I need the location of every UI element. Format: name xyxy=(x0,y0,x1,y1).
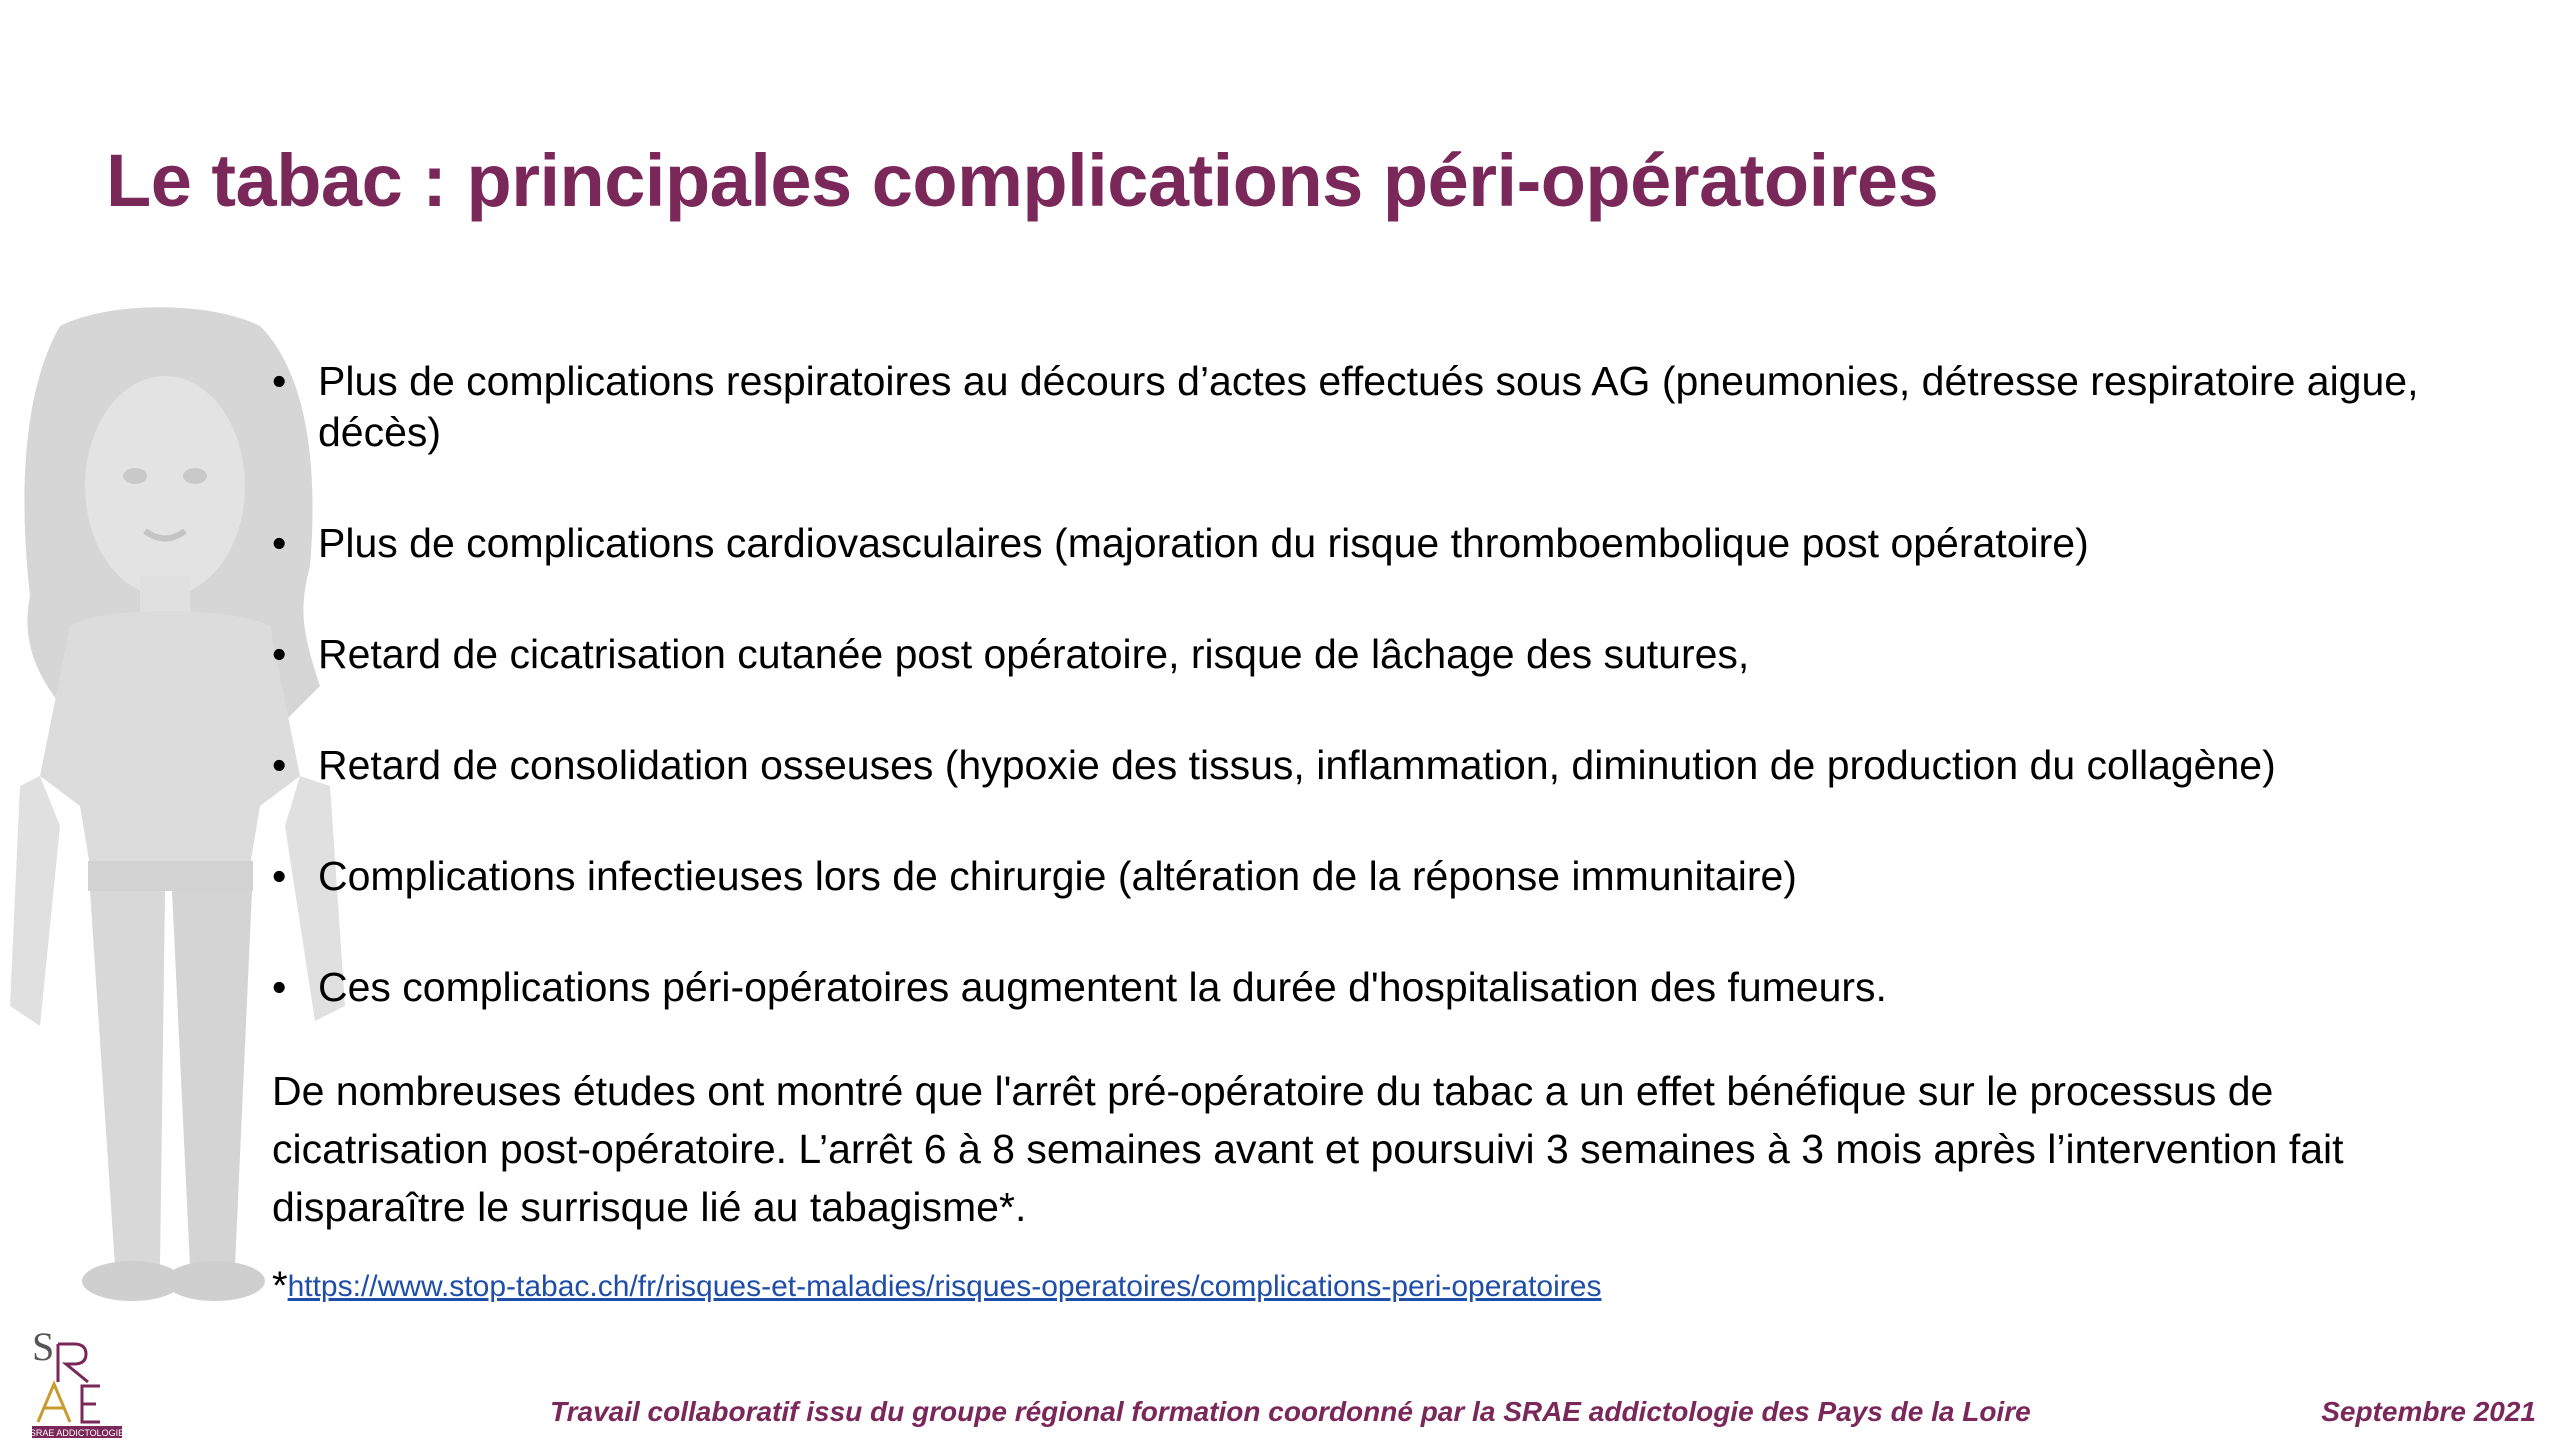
bullet-dot: • xyxy=(272,742,287,788)
page-title: Le tabac : principales complications péri-opératoires xyxy=(106,139,1939,222)
bullet-list xyxy=(272,356,2472,1013)
logo-text: SRAE ADDICTOLOGIE xyxy=(29,1428,125,1438)
list-item-text: Plus de complications respiratoires au décours d’actes effectués sous AG (pneumonies, détresse respiratoire aigue, décès) xyxy=(318,358,2419,455)
svg-text:S: S xyxy=(32,1324,55,1369)
summary-paragraph: De nombreuses études ont montré que l'arrêt pré-opératoire du tabac a un effet bénéfique sur le processus de cicatrisation post-opératoire. L’arrêt 6 à 8 semaines avant et poursuivi 3 semaines à 3 mois après l’intervention fait disparaître le surrisque lié au tabagisme*. xyxy=(272,1068,2344,1230)
bullet-dot: • xyxy=(272,631,287,677)
srae-addictologie-logo-icon xyxy=(28,1322,148,1440)
list-item xyxy=(272,962,2472,1013)
list-item-text: Plus de complications cardiovasculaires (majoration du risque thromboembolique post opératoire) xyxy=(318,520,2089,566)
bullet-dot: • xyxy=(272,358,287,404)
list-item xyxy=(272,740,2472,791)
list-item-text: Retard de cicatrisation cutanée post opératoire, risque de lâchage des sutures, xyxy=(318,631,1750,677)
reference-footnote xyxy=(272,1264,1602,1315)
list-item xyxy=(272,356,2472,458)
footer-date: Septembre 2021 xyxy=(2321,1396,2536,1427)
list-item-text: Complications infectieuses lors de chirurgie (altération de la réponse immunitaire) xyxy=(318,853,1797,899)
list-item xyxy=(272,518,2472,569)
footer-credit: Travail collaboratif issu du groupe régional formation coordonné par la SRAE addictologie des Pays de la Loire xyxy=(550,1396,2031,1427)
bullet-dot: • xyxy=(272,520,287,566)
list-item-text: Retard de consolidation osseuses (hypoxie des tissus, inflammation, diminution de production du collagène) xyxy=(318,742,2276,788)
bullet-dot: • xyxy=(272,964,287,1010)
list-item xyxy=(272,851,2472,902)
reference-link[interactable]: https://www.stop-tabac.ch/fr/risques-et-maladies/risques-operatoires/complications-peri-operatoires xyxy=(287,1270,1602,1303)
list-item-text: Ces complications péri-opératoires augmentent la durée d'hospitalisation des fumeurs. xyxy=(318,964,1887,1010)
bullet-dot: • xyxy=(272,853,287,899)
footnote-marker: * xyxy=(272,1264,288,1308)
list-item xyxy=(272,629,2472,680)
